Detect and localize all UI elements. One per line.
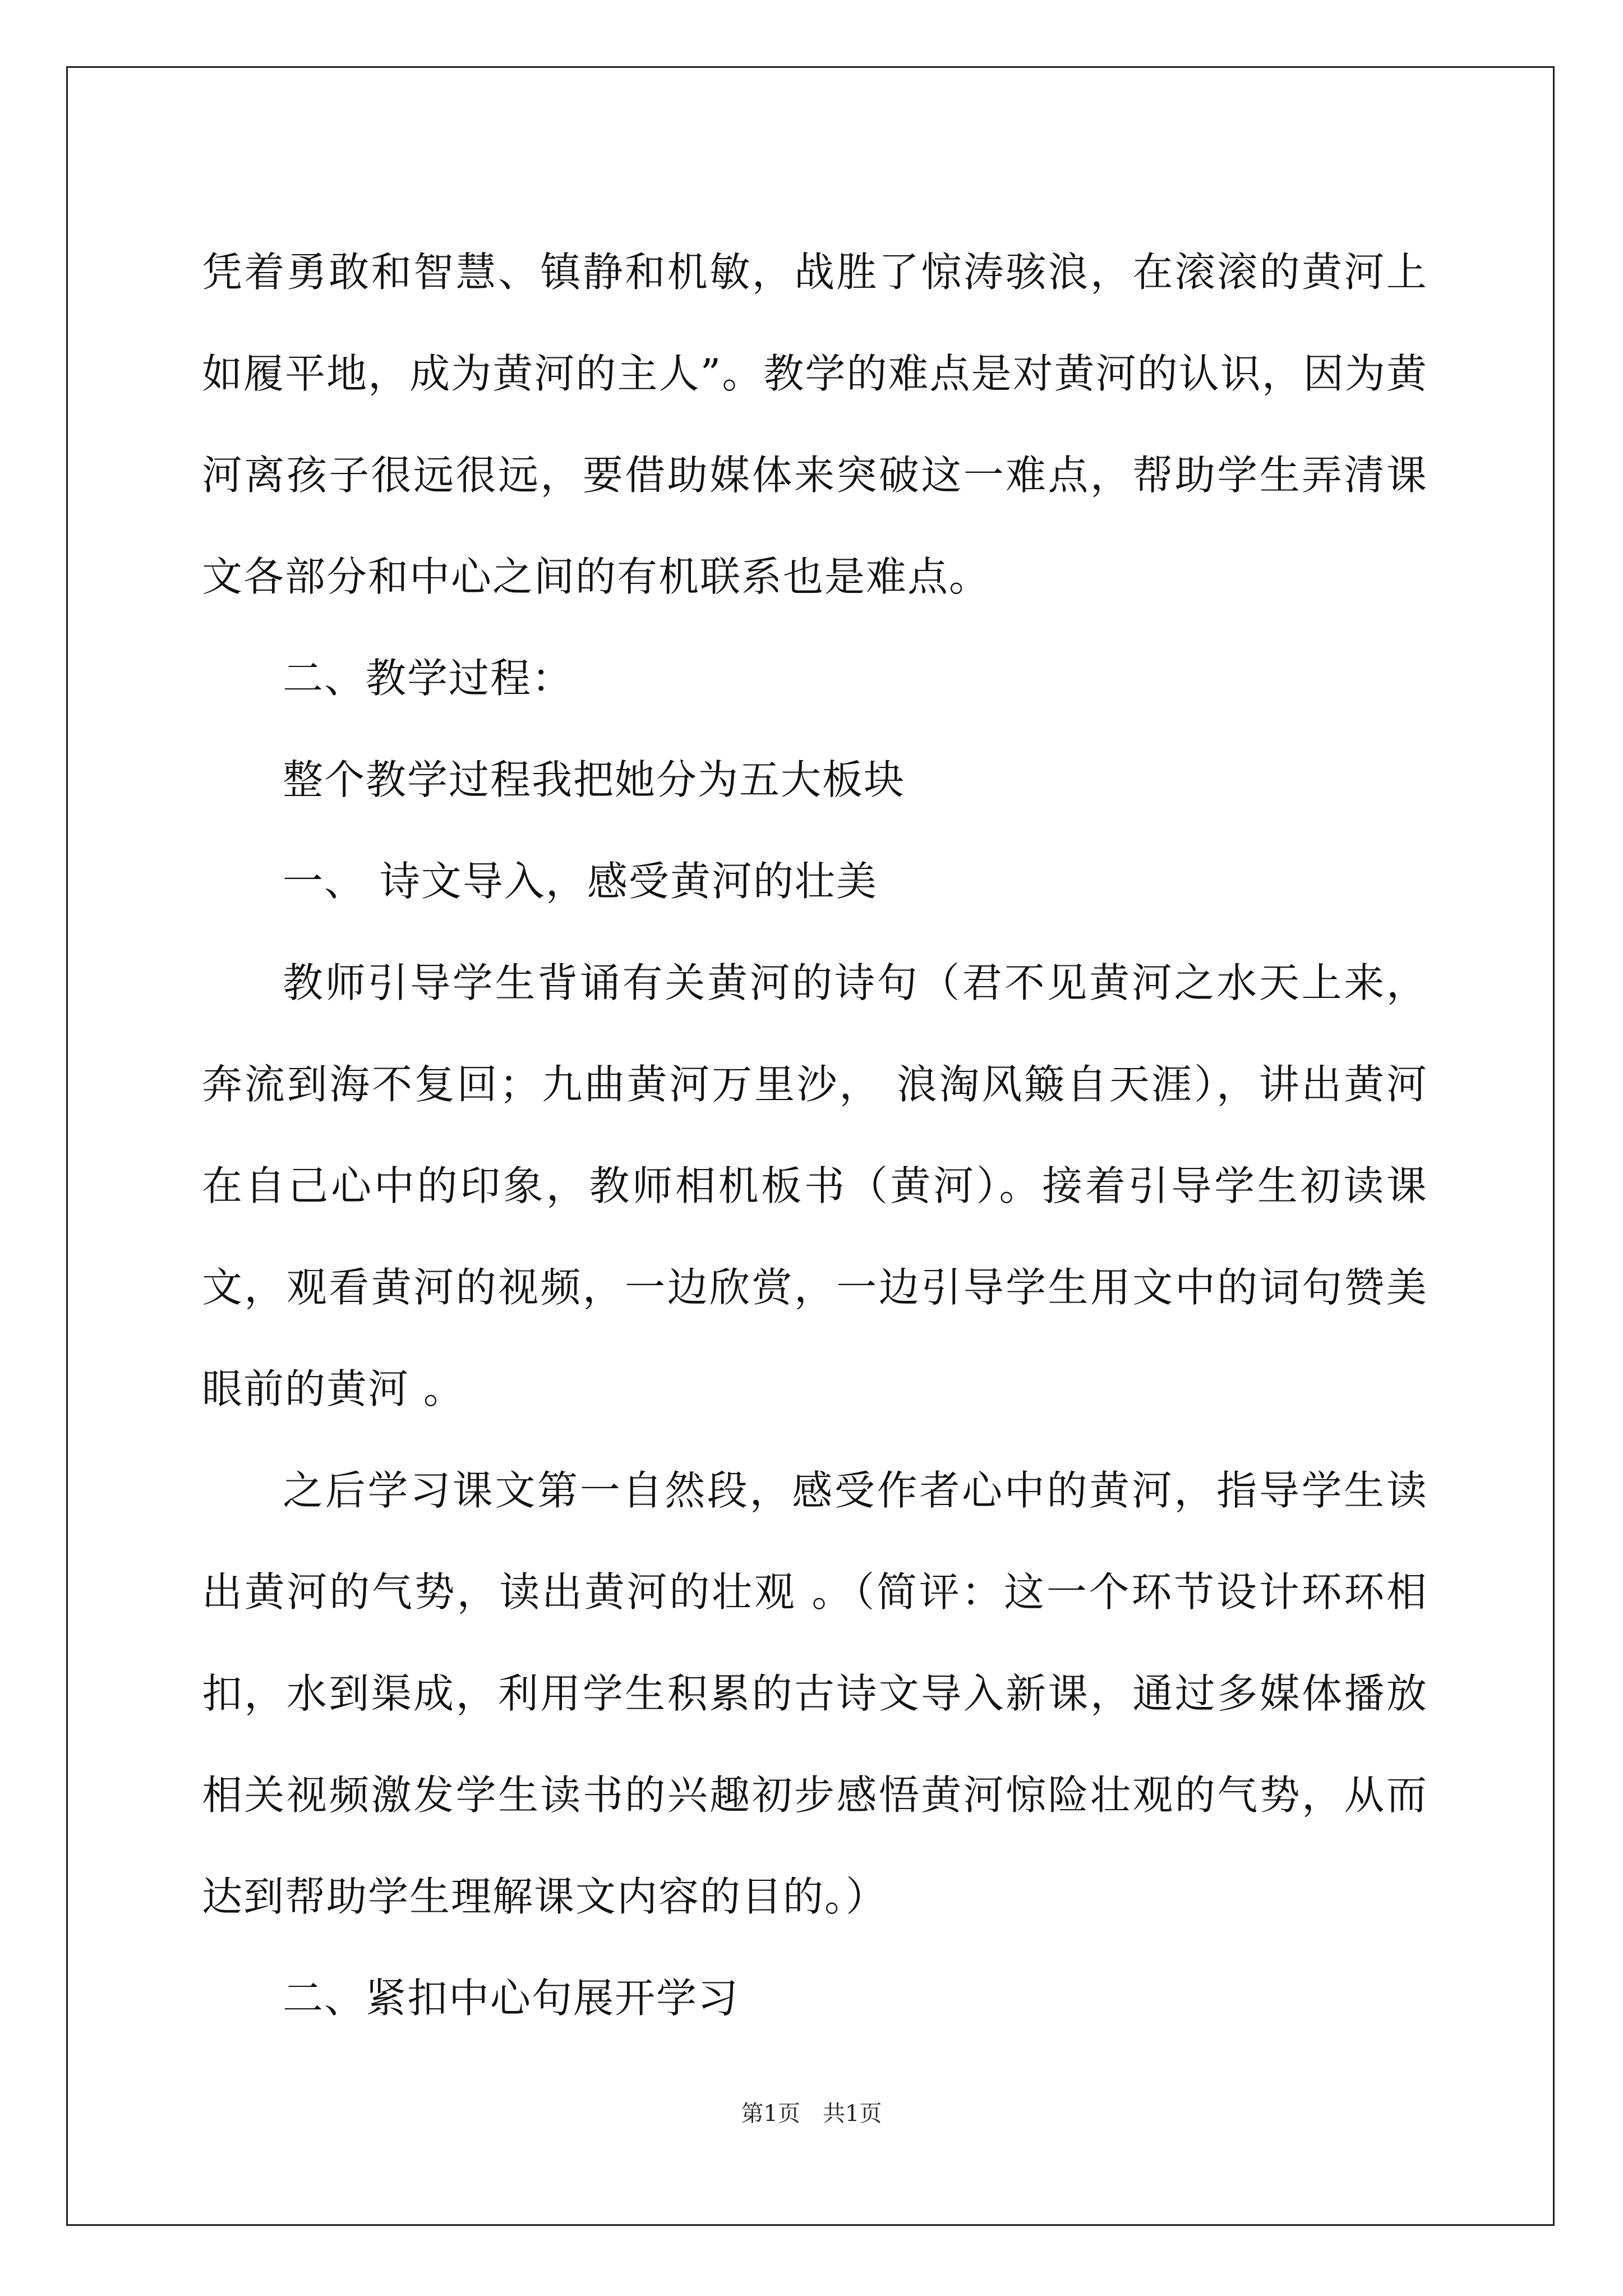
page-number-footer: 第1页 共1页	[741, 2101, 882, 2127]
subheading-central-sentence: 二、紧扣中心句展开学习	[283, 1975, 740, 2022]
paragraph-poem-recital: 教师引导学生背诵有关黄河的诗句（君不见黄河之水天上来，奔流到海不复回；九曲黄河万里沙， 浪淘风簸自天涯），讲出黄河在自己心中的印象，教师相机板书（黄河）。接着引导学生初读课文，观看黄河的视频，一边欣赏，一边引导学生用文中的词句赞美眼前的黄河 。	[202, 959, 1428, 1412]
paragraph-1: 凭着勇敢和智慧、镇静和机敏，战胜了惊涛骇浪，在滚滚的黄河上如履平地，成为黄河的主人”。教学的难点是对黄河的认识，因为黄河离孩子很远很远，要借助媒体来突破这一难点，帮助学生弄清课文各部分和中心之间的有机联系也是难点。	[202, 249, 1428, 600]
subheading-poem-intro: 一、 诗文导入，感受黄河的壮美	[283, 858, 878, 905]
paragraph-first-section-study: 之后学习课文第一自然段，感受作者心中的黄河，指导学生读出黄河的气势，读出黄河的壮观 。（简评：这一个环节设计环环相扣，水到渠成，利用学生积累的古诗文导入新课，通过多媒体播放相关视频激发学生读书的兴趣初步感悟黄河惊险壮观的气势，从而达到帮助学生理解课文内容的目的。）	[202, 1467, 1428, 1920]
paragraph-overview: 整个教学过程我把她分为五大板块	[283, 756, 906, 803]
document-body	[202, 222, 1428, 2049]
section-heading-teaching-process: 二、教学过程：	[283, 655, 574, 702]
